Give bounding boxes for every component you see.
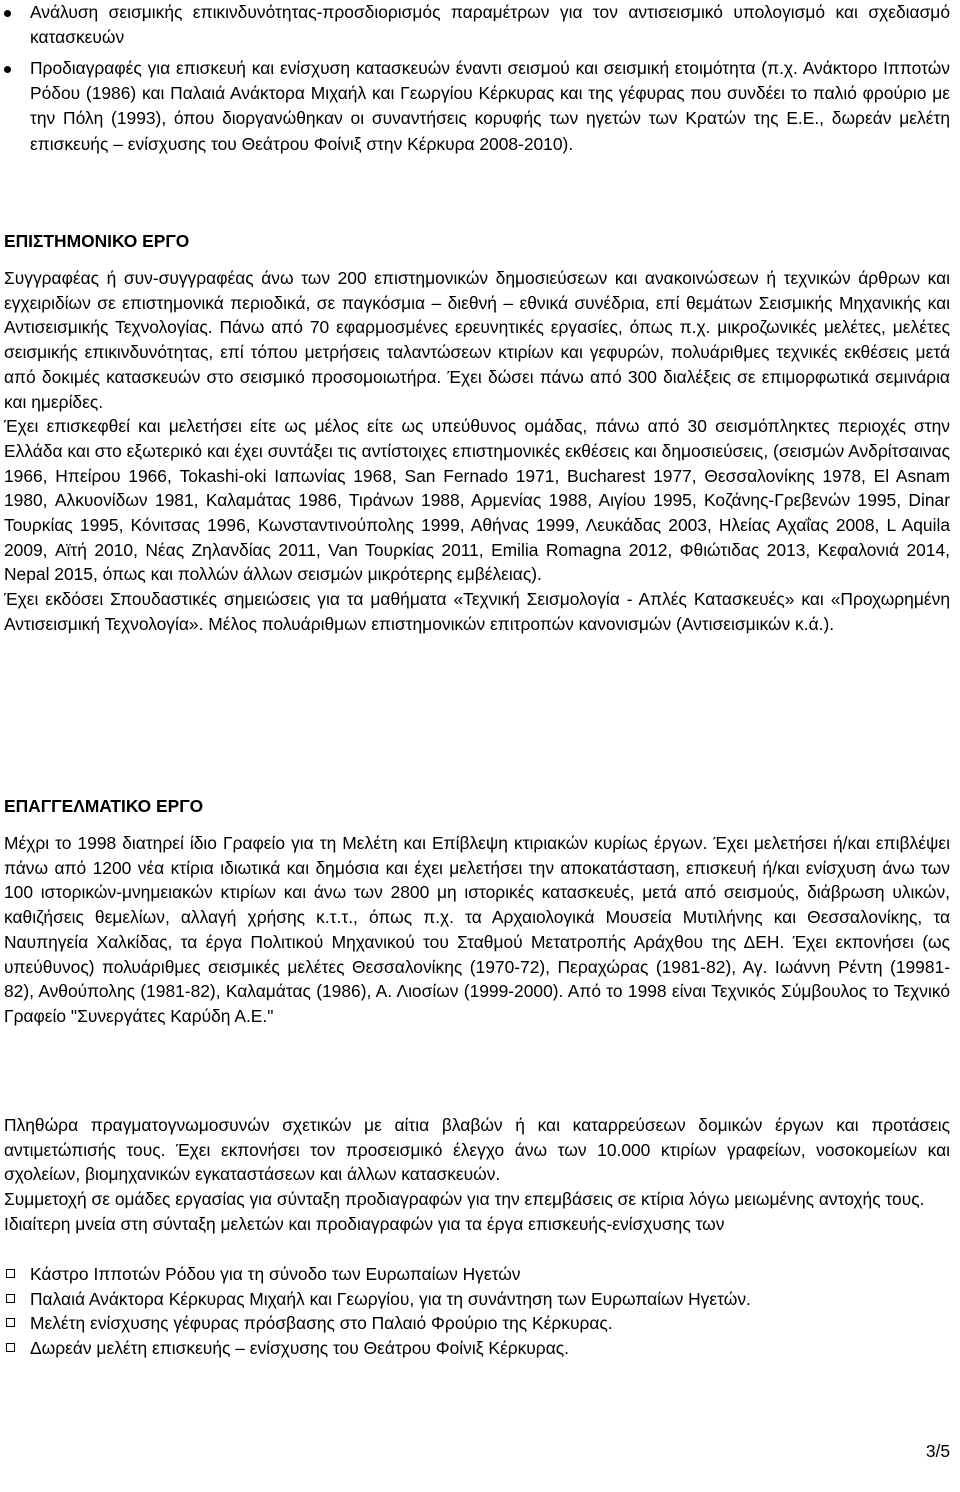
checkbox-bullet-icon	[6, 1269, 15, 1278]
bullet-dot-icon	[4, 66, 11, 73]
projects-list	[4, 1262, 950, 1361]
bullet-dot-icon	[4, 10, 11, 17]
checkbox-bullet-icon	[6, 1343, 15, 1352]
professional-paragraph: Μέχρι το 1998 διατηρεί ίδιο Γραφείο για τη Μελέτη και Επίβλεψη κτιριακών κυρίως έργων. Έχει μελετήσει ή/και επιβλέψει πάνω από 1200 νέα κτίρια ιδιωτικά και δημόσια και έχει μελετήσει την αποκατάσταση, επισκευή ή/και ενίσχυση άνω των 100 ιστορικών-μνημειακών κτιρίων και άνω των 2800 μη ιστορικές κατασκευές, μετά από σεισμούς, διάβρωση υλικών, καθιζήσεις θεμελίων, αλλαγή χρήσης κ.τ.τ., όπως π.χ. τα Αρχαιολογικά Μουσεία Μυτιλήνης και Θεσσαλονίκης, τα Ναυπηγεία Χαλκίδας, τα έργα Πολιτικού Μηχανικού του Σταθμού Μετατροπής Αράχθου της ΔΕΗ. Έχει εκπονήσει (ως υπεύθυνος) πολυάριθμες σεισμικές μελέτες Θεσσαλονίκης (1970-72), Περαχώρας (1981-82), Αγ. Ιωάννη Ρέντη (19981-82), Ανθούπολης (1981-82), Καλαμάτας (1986), Α. Λιοσίων (1999-2000). Από το 1998 είναι Τεχνικός Σύμβουλος το Τεχνικό Γραφείο "Συνεργάτες Καρύδη Α.Ε."	[4, 833, 950, 1026]
list-item-text: Μελέτη ενίσχυσης γέφυρας πρόσβασης στο Παλαιό Φρούριο της Κέρκυρας.	[30, 1313, 613, 1334]
list-item	[4, 1336, 950, 1361]
scientific-paragraph: Συγγραφέας ή συν-συγγραφέας άνω των 200 επιστημονικών δημοσιεύσεων και ανακοινώσεων ή τεχνικών άρθρων και εγχειριδίων σε επιστημονικά περιοδικά, σε παγκόσμια – διεθνή – εθνικά συνέδρια, επί θεμάτων Σεισμικής Μηχανικής και Αντισεισμικής Τεχνολογίας. Πάνω από 70 εφαρμοσμένες ερευνητικές εργασίες, όπως π.χ. μικροζωνικές μελέτες, μελέτες σεισμικής επικινδυνότητας, επί τόπου μετρήσεις ταλαντώσεων κτιρίων και γεφυρών, πολυάριθμες τεχνικές εκθέσεις μετά από δοκιμές κατασκευών στο σεισμικό προσομοιωτήρα. Έχει δώσει πάνω από 300 διαλέξεις σε επιμορφωτικά σεμινάρια και ημερίδες.	[4, 268, 950, 412]
checkbox-bullet-icon	[6, 1318, 15, 1327]
professional-heading: ΕΠΑΓΓΕΛΜΑΤΙΚΟ ΕΡΓΟ	[4, 796, 204, 816]
scientific-body	[4, 266, 950, 637]
scientific-paragraph: Έχει επισκεφθεί και μελετήσει είτε ως μέλος είτε ως υπεύθυνος ομάδας, πάνω από 30 σεισμόπληκτες περιοχές στην Ελλάδα και στο εξωτερικό και έχει συντάξει τις αντίστοιχες επιστημονικές εκθέσεις και δημοσιεύσεις, (σεισμών Ανδρίτσαινας 1966, Ηπείρου 1966, Tokashi-oki Ιαπωνίας 1968, San Fernado 1971, Bucharest 1977, Θεσσαλονίκης 1978, El Asnam 1980, Αλκυονίδων 1981, Καλαμάτας 1986, Τιράνων 1988, Αρμενίας 1988, Αιγίου 1995, Κοζάνης-Γρεβενών 1995, Dinar Τουρκίας 1995, Κόνιτσας 1996, Κωνσταντινούπολης 1999, Αθήνας 1999, Λευκάδας 2003, Ηλείας Αχαΐας 2008, L Aquila 2009, Αϊτή 2010, Νέας Ζηλανδίας 2011, Van Τουρκίας 2011, Emilia Romagna 2012, Φθιώτιδας 2013, Κεφαλονιά 2014, Nepal 2015, όπως και πολλών άλλων σεισμών μικρότερης εμβέλειας).	[4, 416, 950, 585]
professional-paragraph: Συμμετοχή σε ομάδες εργασίας για σύνταξη προδιαγραφών για την επεμβάσεις σε κτίρια λόγω μειωμένης αντοχής τους.	[4, 1189, 925, 1210]
professional-paragraph: Πληθώρα πραγματογνωμοσυνών σχετικών με αίτια βλαβών ή και καταρρεύσεων δομικών έργων και προτάσεις αντιμετώπισής τους. Έχει εκπονήσει τον προσεισμικό έλεγχο άνω των 10.000 κτιρίων γραφείων, νοσοκομείων και σχολείων, βιομηχανικών εγκαταστάσεων και άλλων κατασκευών.	[4, 1115, 950, 1185]
professional-body-2	[4, 1113, 950, 1237]
list-item	[4, 1311, 950, 1336]
list-item-text: Δωρεάν μελέτη επισκευής – ενίσχυσης του Θεάτρου Φοίνιξ Κέρκυρας.	[30, 1338, 569, 1359]
professional-paragraph: Ιδιαίτερη μνεία στη σύνταξη μελετών και προδιαγραφών για τα έργα επισκευής-ενίσχυσης των	[4, 1213, 725, 1234]
top-bullet-text: Προδιαγραφές για επισκευή και ενίσχυση κατασκευών έναντι σεισμού και σεισμική ετοιμότητα (π.χ. Ανάκτορο Ιπποτών Ρόδου (1986) και Παλαιά Ανάκτορα Μιχαήλ και Γεωργίου Κέρκυρας και της γέφυρας που συνδέει το παλιό φρούριο με την Πόλη (1993), όπου διοργανώθηκαν οι συναντήσεις κορυφής των ηγετών των Κρατών της Ε.Ε., δωρεάν μελέτη επισκευής – ενίσχυσης του Θεάτρου Φοίνιξ στην Κέρκυρα 2008-2010).	[30, 58, 950, 154]
list-item	[4, 1287, 950, 1312]
page-number: 3/5	[925, 1441, 950, 1461]
list-item-text: Παλαιά Ανάκτορα Κέρκυρας Μιχαήλ και Γεωργίου, για τη συνάντηση των Ευρωπαίων Ηγετών.	[30, 1288, 751, 1309]
professional-body	[4, 831, 950, 1029]
list-item-text: Κάστρο Ιπποτών Ρόδου για τη σύνοδο των Ευρωπαίων Ηγετών	[30, 1264, 521, 1284]
top-bullet-text: Ανάλυση σεισμικής επικινδυνότητας-προσδιορισμός παραμέτρων για τον αντισεισμικό υπολογισμό και σχεδιασμό κατασκευών	[30, 2, 950, 48]
list-item	[4, 1262, 950, 1287]
checkbox-bullet-icon	[6, 1294, 15, 1303]
scientific-paragraph: Έχει εκδόσει Σπουδαστικές σημειώσεις για τα μαθήματα «Τεχνική Σεισμολογία - Απλές Κατασκευές» και «Προχωρημένη Αντισεισμική Τεχνολογία». Μέλος πολυάριθμων επιστημονικών επιτροπών κανονισμών (Αντισεισμικών κ.ά.).	[4, 589, 950, 634]
top-bullet-item	[4, 0, 950, 50]
top-bullet-item	[4, 56, 950, 157]
scientific-heading: ΕΠΙΣΤΗΜΟΝΙΚΟ ΕΡΓΟ	[4, 231, 190, 251]
